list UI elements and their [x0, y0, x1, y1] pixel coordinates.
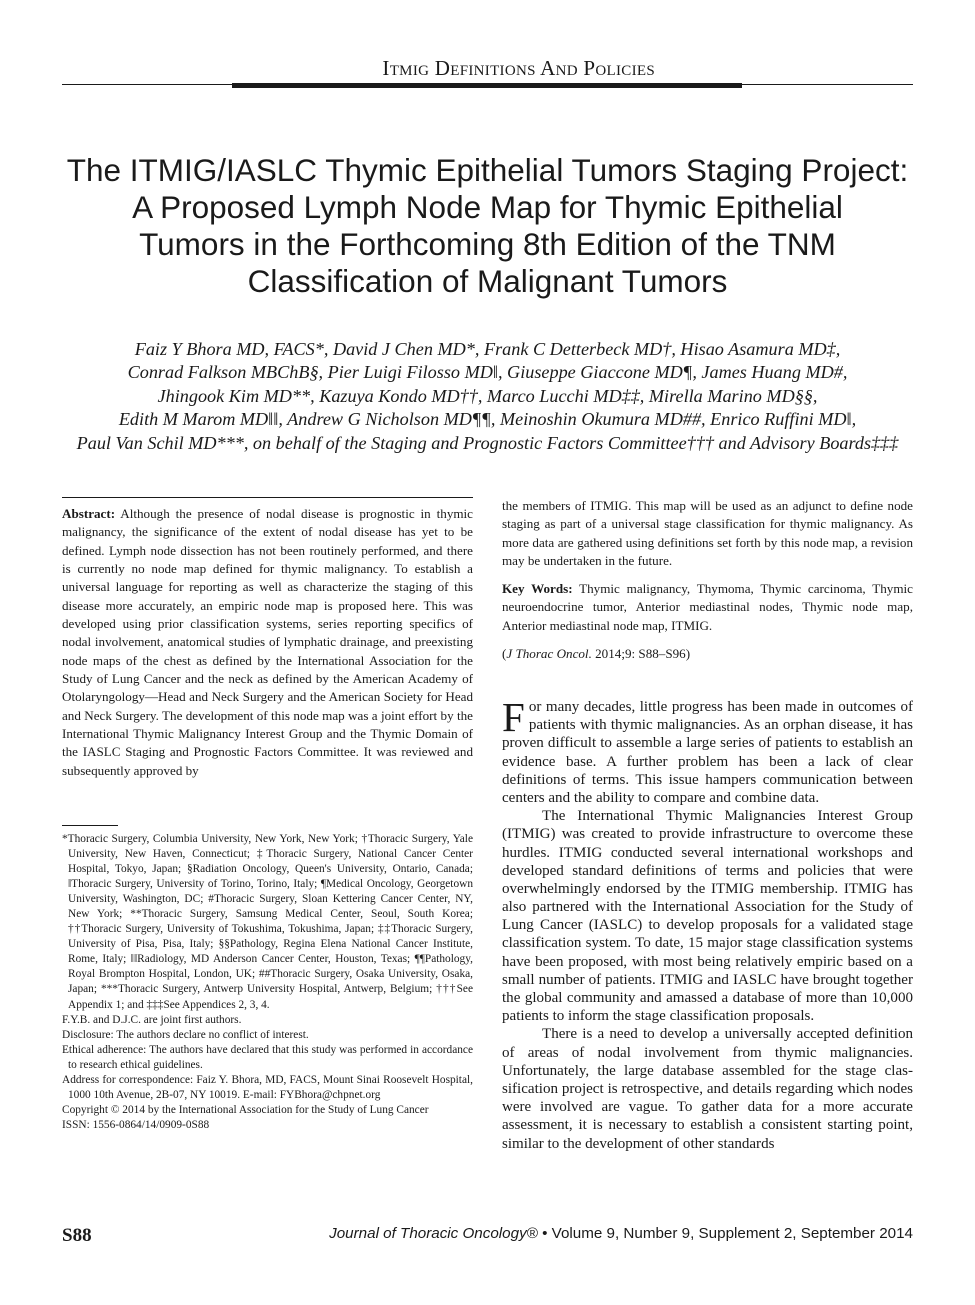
abstract	[62, 505, 473, 780]
abstract-rule	[62, 497, 473, 498]
citation-details: 2014;9: S88–S96)	[595, 646, 691, 661]
page-number: S88	[62, 1225, 92, 1246]
keywords-text: Thymic malignancy, Thymoma, Thymic carcinoma, Thymic neuroendocrine tumor, Anterior mediastinal nodes, Thymic node map, Anterior mediastinal node map, ITMIG.	[502, 581, 913, 633]
article-title	[40, 152, 935, 300]
footer-issue: Volume 9, Number 9, Supplement 2, September 2014	[551, 1225, 913, 1242]
author-line: Paul Van Schil MD***, on behalf of the Staging and Prognostic Factors Committee††† and Advisory Boards‡‡‡	[76, 432, 899, 453]
footnote-ethics: Ethical adherence: The authors have declared that this study was performed in accordance to research ethical guidelines.	[62, 1043, 473, 1071]
footnote-affiliations: *Thoracic Surgery, Columbia University, New York, New York; †Thoracic Surgery, Yale University, New Haven, Connecticut; ‡Thoracic Surgery, National Cancer Center Hospital, Tokyo, Japan; §Radiation Oncology, Queen's University, Ontario, Canada; ‖Thoracic Surgery, University of Torino, Torino, Italy; ¶Medical Oncology, Georgetown University, Washington, DC; #Thoracic Surgery, Sloan Kettering Cancer Center, NY, New York; **Thoracic Surgery, Samsung Medical Center, Seoul, South Korea; ††Thoracic Surgery, University of Tokushima, Tokushima, Japan; ‡‡Thoracic Surgery, University of Pisa, Pisa, Italy; §§Pathology, Regina Elena National Cancer Institute, Rome, Italy; ‖‖Radiology, MD Anderson Cancer Center, Houston, Texas; ¶¶Pathology, Royal Brompton Hospital, London, UK; ##Thoracic Surgery, Osaka University, Osaka, Japan; ***Thoracic Surgery, Antwerp University Hospital, Antwerp, Belgium; †††See Appendix 1; and ‡‡‡See Appendices 2, 3, 4.	[62, 833, 473, 1011]
citation-open-paren: (	[502, 646, 507, 661]
title-line: Tumors in the Forthcoming 8th Edition of the TNM	[139, 226, 836, 262]
citation	[502, 645, 913, 663]
abstract-label: Abstract:	[62, 506, 116, 521]
footnote-issn: ISSN: 1556-0864/14/0909-0S88	[62, 1118, 210, 1131]
author-line: Jhingook Kim MD**, Kazuya Kondo MD††, Marco Lucchi MD‡‡, Mirella Marino MD§§,	[157, 385, 818, 406]
body-paragraph: There is a need to develop a universally accepted definition of areas of nodal involvement from thymic malignancies. Unfortunately, the large database assembled for the stage classification project is retrospective, and details regarding which nodes were involved are vague. To gather data for a more accurate assessment, it is necessary to establish a consistent starting point, similar to the development of other standards	[502, 1026, 913, 1152]
title-line: The ITMIG/IASLC Thymic Epithelial Tumors Staging Project:	[66, 152, 909, 188]
footnotes	[62, 832, 473, 1133]
citation-journal: J Thorac Oncol.	[506, 646, 592, 661]
section-heading: Itmig Definitions And Policies	[382, 56, 655, 80]
footnote-disclosure: Disclosure: The authors declare no conflict of interest.	[62, 1028, 309, 1041]
journal-footer	[300, 1225, 913, 1242]
footnote-copyright: Copyright © 2014 by the International Association for the Study of Lung Cancer	[62, 1103, 429, 1116]
keywords	[502, 580, 913, 635]
abstract-text: Although the presence of nodal disease is prognostic in thymic malignancy, the significance of the extent of nodal disease has yet to be defined. Lymph node dissection has not been routinely performed, and there is currently no node map defined for thymic malignancy. To establish a universal language for reporting as well as characterize the staging of this disease more accurately, an empiric node map is proposed here. This was developed using prior classification systems, series reporting specifics of nodal involvement, anatomical studies of lymphatic drainage, and preexisting node maps of the chest as defined by the International Association for the Study of Lung Cancer and the neck as defined by the American Academy of Otolaryngology—Head and Neck Surgery and the American Society for Head and Neck Surgery. The development of this node map was a joint effort by the International Thymic Malignancy Interest Group and the Thymic Domain of the IASLC Staging and Prognostic Factors Committee. It was reviewed and subsequently approved by	[62, 506, 473, 778]
footer-journal-name: Journal of Thoracic Oncology®	[329, 1225, 538, 1242]
author-line: Faiz Y Bhora MD, FACS*, David J Chen MD*, Frank C Detterbeck MD†, Hisao Asamura MD‡,	[134, 339, 841, 359]
header-rule-bar	[232, 83, 742, 88]
body-paragraph: The International Thymic Malignancies Interest Group (ITMIG) was created to provide infrastructure to overcome these hurdles. ITMIG conducted several international workshops and developed standard definitions of terms and policies that were overwhelmingly endorsed by the ITMIG membership. ITMIG has also partnered with the International Association for the Study of Lung Cancer (IASLC) to develop proposals for a validated stage classification system. To date, 15 major stage classification systems have been proposed, with most being relatively empiric based on a small number of patients. ITMIG and IASLC have brought together the global community and amassed a database of more than 10,000 patients to inform the stage classification proposals.	[502, 808, 913, 1025]
keywords-label: Key Words:	[502, 581, 573, 596]
footnote-rule	[62, 825, 118, 826]
footer-bullet: •	[542, 1225, 548, 1242]
drop-cap: F	[502, 694, 525, 740]
author-line: Conrad Falkson MBChB§, Pier Luigi Filosso MD‖, Giuseppe Giaccone MD¶, James Huang MD#,	[127, 362, 848, 383]
title-line: A Proposed Lymph Node Map for Thymic Epithelial	[132, 189, 843, 225]
footnote-joint-authors: F.Y.B. and D.J.C. are joint first authors.	[62, 1013, 242, 1026]
body-paragraph-1-text: or many decades, little progress has been made in outcomes of patients with thymic malignancies. As an orphan disease, it has proven difficult to assemble a large series of patients to establish an evidence base. A further problem has been a lack of clear definitions of terms. This issue hampers communication between centers and the ability to compare and combine data.	[502, 699, 913, 806]
author-list	[40, 338, 935, 455]
abstract-continued: the members of ITMIG. This map will be used as an adjunct to define node staging as part of a universal stage classification for thymic malignancy. As more data are gathered using definitions set forth by this node map, a revision may be undertaken in the future.	[502, 498, 913, 569]
body-text	[502, 694, 913, 1153]
body-paragraph	[502, 694, 913, 807]
footnote-correspondence: Address for correspondence: Faiz Y. Bhora, MD, FACS, Mount Sinai Roosevelt Hospital, 1000 10th Avenue, 2B-07, NY 10019. E-mail: FYBhora@chpnet.org	[62, 1073, 473, 1101]
author-line: Edith M Marom MD‖‖, Andrew G Nicholson MD¶¶, Meinoshin Okumura MD##, Enrico Ruffini MD‖,	[118, 409, 857, 430]
title-line: Classification of Malignant Tumors	[247, 263, 728, 299]
